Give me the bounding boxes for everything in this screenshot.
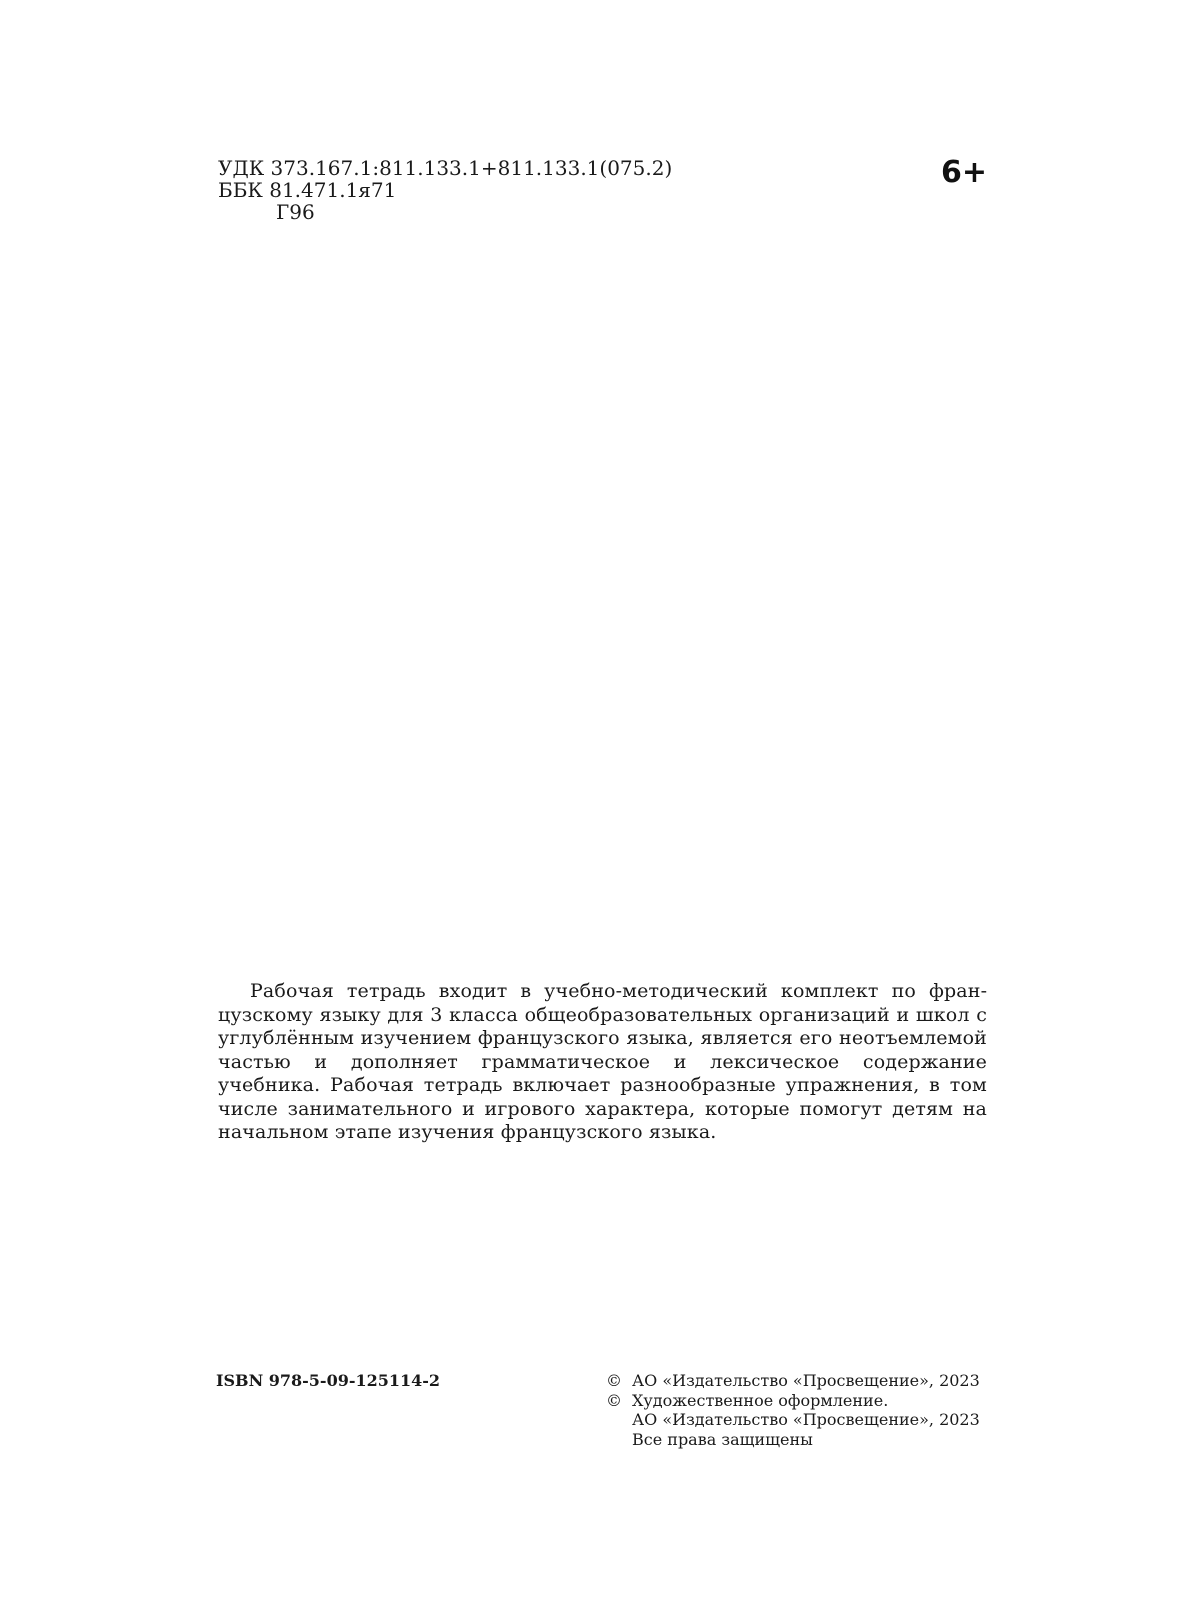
copyright-publisher-text: АО «Издательство «Просвещение», 2023 (632, 1371, 980, 1390)
copyright-symbol: © (606, 1371, 622, 1390)
bbk-code: ББК 81.471.1я71 (218, 178, 397, 202)
annotation-paragraph: Рабочая тетрадь входит в учебно-методический комплект по французскому языку для 3 класса общеобразовательных организаций и школ с углублённым изучением французского языка, является его неотъемлемой частью и дополняет грамматическое и лексическое содержание учебника. Рабочая тетрадь включает разнообразные упражнения, в том числе занимательного и игрового характера, которые помогут детям на начальном этапе изучения французского языка. (218, 980, 987, 1143)
copyright-design-publisher: АО «Издательство «Просвещение», 2023 (632, 1410, 980, 1429)
copyright-design-text: Художественное оформление. (632, 1390, 889, 1410)
udk-code: УДК 373.167.1:811.133.1+811.133.1(075.2) (218, 156, 673, 180)
age-rating-badge: 6+ (941, 155, 988, 190)
copyright-symbol: © (606, 1390, 622, 1410)
isbn-number: ISBN 978-5-09-125114-2 (216, 1371, 441, 1390)
copyright-line-publisher (606, 1371, 980, 1391)
rights-reserved: Все права защищены (632, 1429, 813, 1449)
copyright-line-design (606, 1391, 980, 1411)
author-sign: Г96 (276, 200, 315, 224)
classification-block (218, 157, 672, 223)
copyright-block (606, 1371, 980, 1449)
